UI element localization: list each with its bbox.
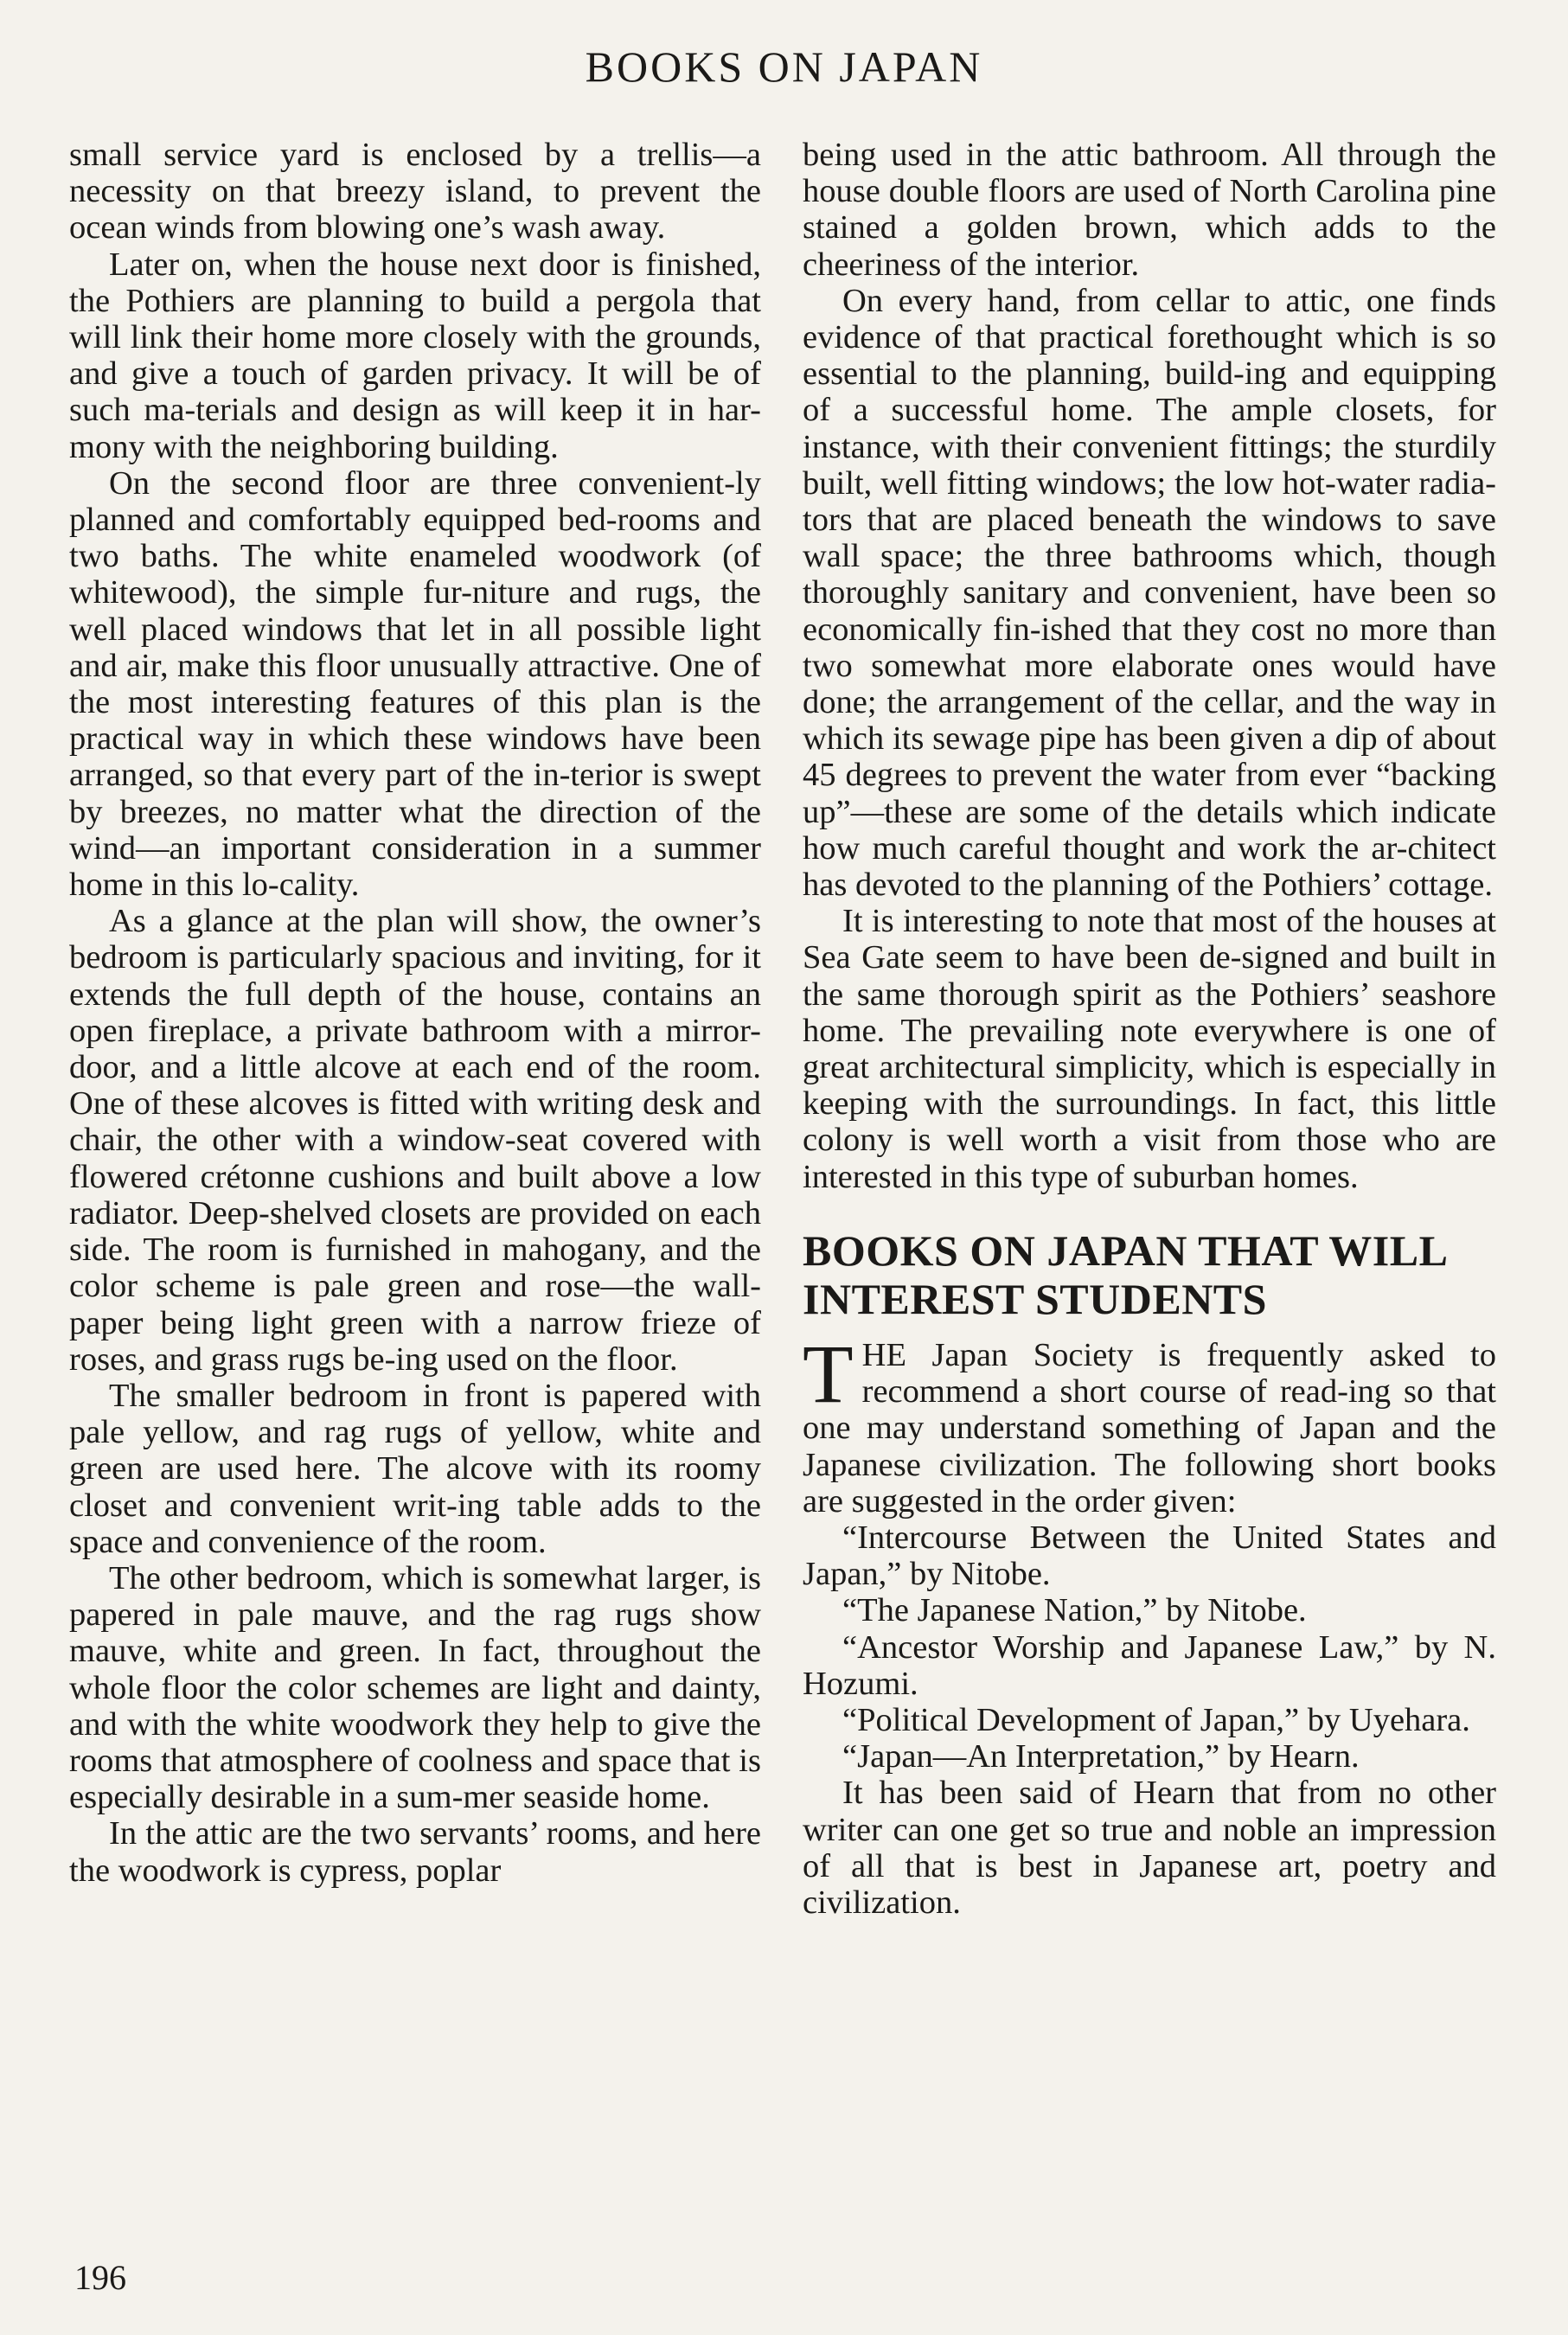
body-paragraph: being used in the attic bathroom. All through the house double floors are used of North Carolina pine stained a golden brown, which adds to the cheeriness of the interior.	[803, 137, 1496, 283]
body-paragraph: On every hand, from cellar to attic, one finds evidence of that practical forethought which is so essential to the planning, build-ing and equipping of a successful home. The ample closets, for instance, with their convenient fittings; the sturdily built, well fitting windows; the low hot-water radia-tors that are placed beneath the windows to save wall space; the three bathrooms which, though thoroughly sanitary and convenient, have been so economically fin-ished that they cost no more than two somewhat more elaborate ones would have done; the arrangement of the cellar, and the way in which its sewage pipe has been given a dip of about 45 degrees to prevent the water from ever “backing up”—these are some of the details which indicate how much careful thought and work the ar-chitect has devoted to the planning of the Pothiers’ cottage.	[803, 282, 1496, 904]
section-intro-text: HE Japan Society is frequently asked to recommend a short course of read-ing so that one may understand something of Japan and the Japanese civilization. The following short books are suggested in the order given:	[803, 1336, 1496, 1519]
book-entry: “The Japanese Nation,” by Nitobe.	[842, 1592, 1307, 1629]
body-paragraph: The smaller bedroom in front is papered with pale yellow, and rag rugs of yellow, white and green are used here. The alcove with its roomy closet and convenient writ-ing table adds to the space and convenience of the room.	[69, 1377, 761, 1560]
drop-cap: T	[803, 1327, 854, 1420]
section-heading-line: BOOKS ON JAPAN THAT WILL	[803, 1225, 1449, 1275]
body-paragraph: It is interesting to note that most of the houses at Sea Gate seem to have been de-signed and built in the same thorough spirit as the Pothiers’ seashore home. The prevailing note everywhere is one of great architectural simplicity, which is especially in keeping with the surroundings. In fact, this little colony is well worth a visit from those who are interested in this type of suburban homes.	[803, 903, 1496, 1195]
body-paragraph: As a glance at the plan will show, the owner’s bedroom is particularly spacious and inviting, for it extends the full depth of the house, contains an open fireplace, a private bathroom with a mirror-door, and a little alcove at each end of the room. One of these alcoves is fitted with writing desk and chair, the other with a window-seat covered with flowered crétonne cushions and built above a low radiator. Deep-shelved closets are provided on each side. The room is furnished in mahogany, and the color scheme is pale green and rose—the wall-paper being light green with a narrow frieze of roses, and grass rugs be-ing used on the floor.	[69, 903, 761, 1378]
book-entry: “Ancestor Worship and Japanese Law,” by N. Hozumi.	[803, 1628, 1496, 1702]
book-entry: “Intercourse Between the United States and Japan,” by Nitobe.	[803, 1519, 1496, 1593]
page-number: 196	[74, 2258, 126, 2297]
book-entry: “Political Development of Japan,” by Uyehara.	[842, 1701, 1470, 1738]
body-paragraph: On the second floor are three convenient-ly planned and comfortably equipped bed-rooms and two baths. The white enameled woodwork (of whitewood), the simple fur-niture and rugs, the well placed windows that let in all possible light and air, make this floor unusually attractive. One of the most interesting features of this plan is the practical way in which these windows have been arranged, so that every part of the in-terior is swept by breezes, no matter what the direction of the wind—an important consideration in a summer home in this lo-cality.	[69, 464, 761, 904]
section-heading-line: INTEREST STUDENTS	[803, 1274, 1267, 1323]
right-column	[803, 137, 1496, 1921]
section-heading	[803, 1226, 1496, 1323]
body-paragraph: Later on, when the house next door is finished, the Pothiers are planning to build a pergola that will link their home more closely with the grounds, and give a touch of garden privacy. It will be of such ma-terials and design as will keep it in har-mony with the neighboring building.	[69, 246, 761, 465]
section-intro	[803, 1327, 1496, 1519]
left-column	[69, 137, 761, 1889]
book-entry: “Japan—An Interpretation,” by Hearn.	[842, 1738, 1360, 1775]
body-paragraph: The other bedroom, which is somewhat larger, is papered in pale mauve, and the rag rugs show mauve, white and green. In fact, throughout the whole floor the color schemes are light and dainty, and with the white woodwork they help to give the rooms that atmosphere of coolness and space that is especially desirable in a sum-mer seaside home.	[69, 1559, 761, 1816]
closing-paragraph: It has been said of Hearn that from no other writer can one get so true and noble an impression of all that is best in Japanese art, poetry and civilization.	[803, 1775, 1496, 1921]
body-paragraph: In the attic are the two servants’ rooms, and here the woodwork is cypress, poplar	[69, 1815, 761, 1889]
body-paragraph: small service yard is enclosed by a trellis—a necessity on that breezy island, to prevent the ocean winds from blowing one’s wash away.	[69, 137, 761, 246]
running-title: BOOKS ON JAPAN	[585, 42, 983, 91]
